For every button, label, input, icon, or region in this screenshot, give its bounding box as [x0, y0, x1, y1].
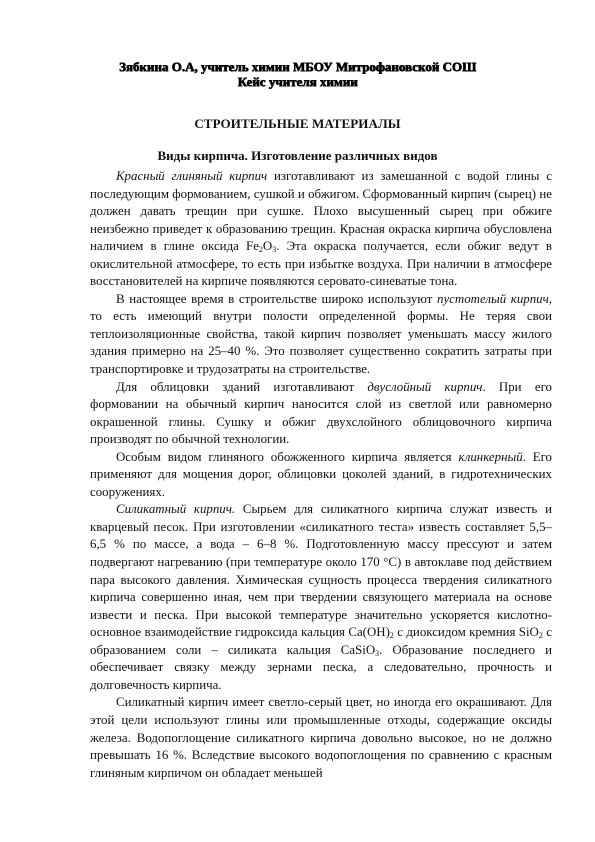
paragraph-text: . Эта окраска получается, если обжиг ведут в окислительной атмосфере, то есть при избытке воздуха. При наличии в атмосфере восстановителей на кирпиче появляются серовато-синеватые тона. — [90, 239, 552, 289]
term-hollow-brick: пустотелый кирпич — [437, 291, 549, 306]
subscript: 2 — [389, 631, 394, 641]
paragraph-red-clay-brick — [90, 168, 552, 291]
paragraph-text: Для облицовки зданий изготавливают — [116, 379, 368, 394]
term-two-layer-brick: двуслойный кирпич — [367, 379, 483, 394]
document-role-line: Кейс учителя химии — [237, 74, 358, 89]
paragraph-hollow-brick — [90, 291, 552, 379]
paragraph-text: , то есть имеющий внутри полости определенной формы. Не теряя свои теплоизоляционные свойства, такой кирпич позволяет уменьшать массу жилого здания примерно на 25–40 %. Это позволяет существенно сократить затраты при транспортировке и трудозатраты на строительстве. — [90, 291, 552, 377]
paragraph-text: В настоящее время в строительстве широко используют — [116, 291, 438, 306]
paragraph-text: Сырьем для силикатного кирпича служат известь и кварцевый песок. При изготовлении «силикатного теста» известь составляет 5,5–6,5 % по массе, а вода – 6–8 %. Подготовленную массу прессуют и затем подвергают нагреванию (при температуре около 170 °С) в автоклаве под действием пара высокого давления. Химическая сущность процесса твердения силикатного кирпича совершенно иная, чем при твердении связующего материала на основе извести и песка. При высокой температуре значительно ускоряется кислотно-основное взаимодействие гидроксида кальция Са(ОН) — [90, 502, 552, 640]
paragraph-text: Силикатный кирпич имеет светло-серый цвет, но иногда его окрашивают. Для этой цели используют глины или промышленные отходы, содержащие оксиды железа. Водопоглощение силикатного кирпича довольно высокое, но не должно превышать 16 %. Вследствие высокого водопоглощения по сравнению с красным глиняным кирпичом он обладает меньшей — [90, 695, 552, 780]
subscript: 2 — [538, 631, 543, 641]
paragraph-text: с диоксидом кремния SiO — [393, 625, 539, 640]
paragraph-silicate-brick — [90, 501, 552, 694]
paragraph-text: O — [262, 239, 273, 254]
paragraph-silicate-color — [90, 694, 552, 782]
term-red-clay-brick: Красный глиняный кирпич — [116, 169, 268, 183]
subscript: 2 — [258, 245, 263, 255]
subscript: 3 — [375, 648, 380, 658]
paragraph-text: . Образование последнего и обеспечивает связку между зернами песка, а следовательно, прочность и долговечность кирпича. — [90, 642, 553, 692]
paragraph-text: изготавливают из замешанной с водой глины с последующим формованием, сушкой и обжигом. Сформованный кирпич (сырец) не должен давать трещин при сушке. Плохо высушенный сырец при обжиге неизбежно приведет к образованию трещин. Красная окраска кирпича обусловлена наличием в глине оксида Fe — [90, 169, 552, 254]
author-line: Зябкина О.А, учитель химии МБОУ Митрофановской СОШ — [118, 59, 477, 74]
section-heading: Виды кирпича. Изготовление различных видов — [157, 148, 438, 163]
document-title: СТРОИТЕЛЬНЫЕ МАТЕРИАЛЫ — [194, 116, 401, 131]
term-clinker-brick: клинкерный — [458, 449, 523, 464]
paragraph-text: . При его формовании на обычный кирпич наносится слой из светлой или равномерно окрашенной глины. Сушку и обжиг двухслойного облицовочного кирпича производят по обычной технологии. — [90, 379, 552, 447]
paragraph-clinker-brick — [90, 449, 552, 502]
paragraph-text: Особым видом глиняного обожженного кирпича является — [116, 449, 459, 464]
paragraph-two-layer-brick — [90, 379, 552, 449]
body-text — [90, 168, 552, 782]
subscript: 3 — [272, 245, 277, 255]
term-silicate-brick: Силикатный кирпич. — [116, 502, 236, 517]
paragraph-text: . Его применяют для мощения дорог, облицовки цоколей зданий, в гидротехнических сооружениях. — [90, 449, 553, 499]
paragraph-text: с образованием соли – силиката кальция СаSiO — [90, 625, 552, 657]
